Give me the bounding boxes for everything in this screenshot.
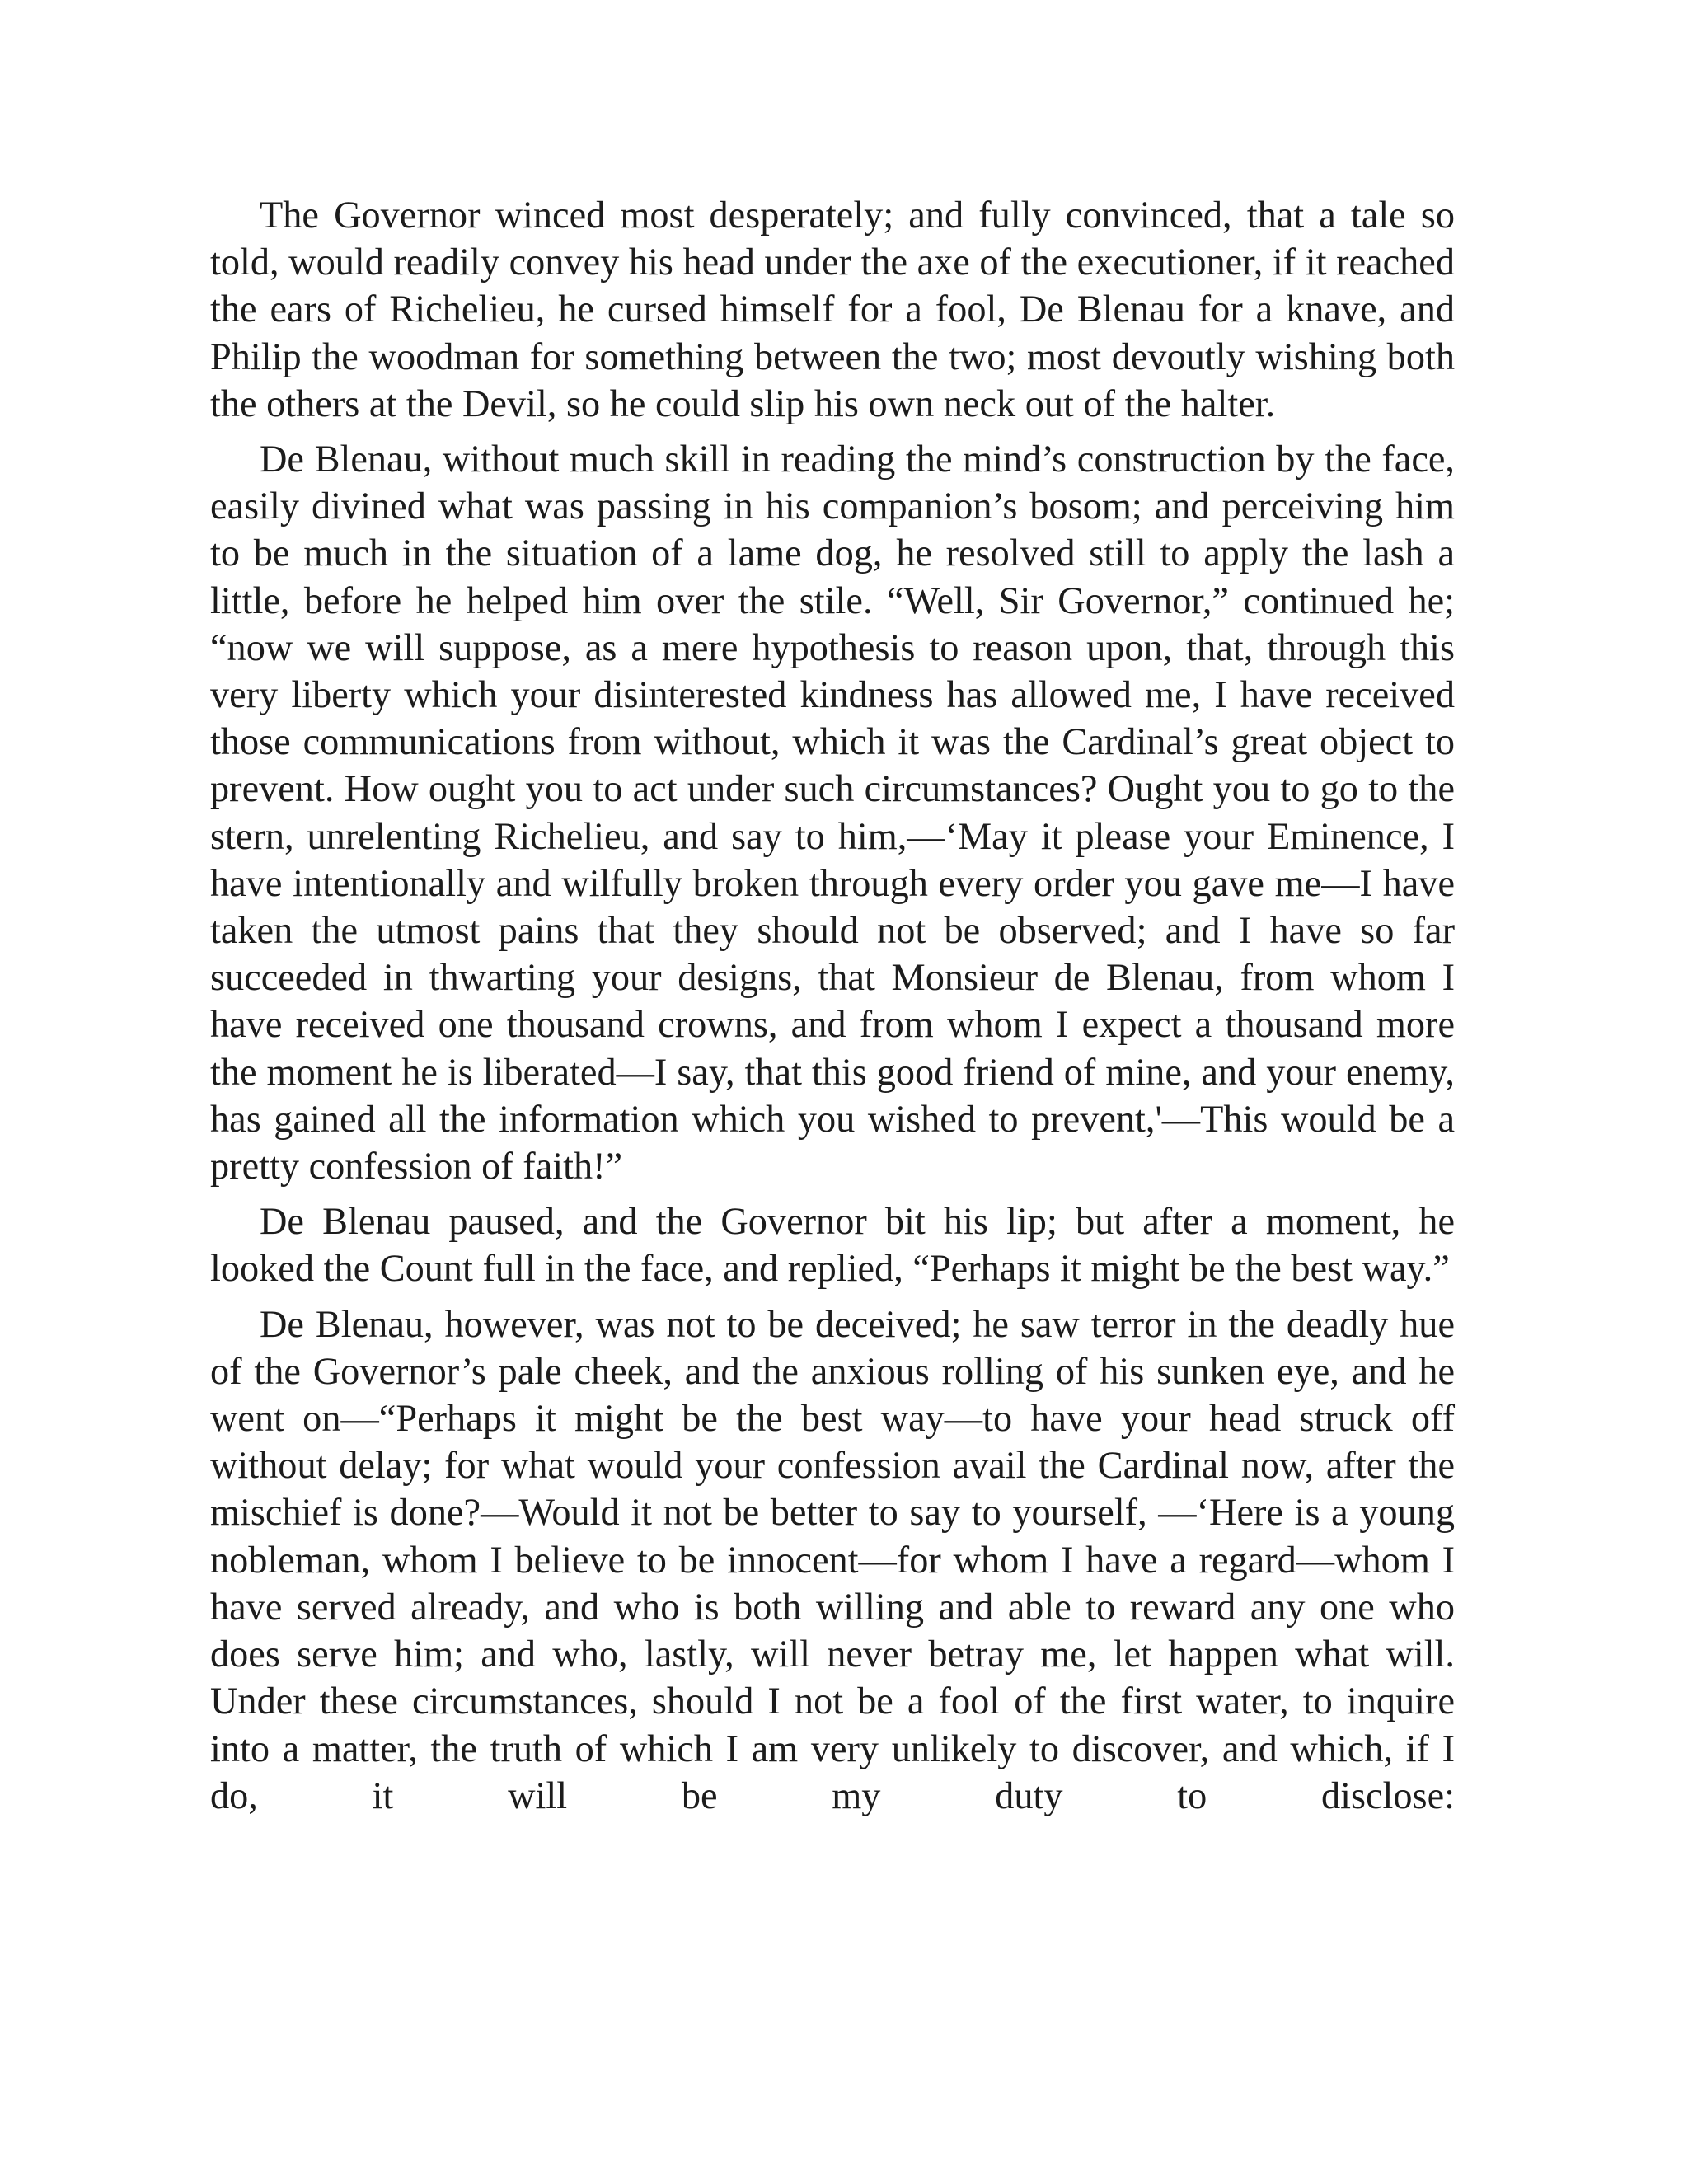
book-page-text [210, 192, 1455, 1828]
paragraph-3: De Blenau paused, and the Governor bit his lip; but after a moment, he looked the Count full in the face, and replied, “Perhaps it might be the best way.” [210, 1201, 1455, 1291]
paragraph-1: The Governor winced most desperately; and fully convinced, that a tale so told, would readily convey his head under the axe of the executioner, if it reached the ears of Richelieu, he cursed himself for a fool, De Blenau for a knave, and Philip the woodman for something between the two; most devoutly wishing both the others at the Devil, so he could slip his own neck out of the halter. [210, 194, 1455, 425]
paragraph-4: De Blenau, however, was not to be deceived; he saw terror in the deadly hue of the Governor’s pale cheek, and the anxious rolling of his sunken eye, and he went on—“Perhaps it might be the best way—to have your head struck off without delay; for what would your confession avail the Cardinal now, after the mischief is done?—Would it not be better to say to yourself, —‘Here is a young nobleman, whom I believe to be innocent—for whom I have a regard—whom I have served already, and who is both willing and able to reward any one who does serve him; and who, lastly, will never betray me, let happen what will. Under these circumstances, should I not be a fool of the first water, to inquire into a matter, the truth of which I am very unlikely to discover, and which, if I do, it will be my duty to disclose: [210, 1303, 1455, 1817]
paragraph-2: De Blenau, without much skill in reading the mind’s construction by the face, easily divined what was passing in his companion’s bosom; and perceiving him to be much in the situation of a lame dog, he resolved still to apply the lash a little, before he helped him over the stile. “Well, Sir Governor,” continued he; “now we will suppose, as a mere hypothesis to reason upon, that, through this very liberty which your disinterested kindness has allowed me, I have received those communications from without, which it was the Cardinal’s great object to prevent. How ought you to act under such circumstances? Ought you to go to the stern, unrelenting Richelieu, and say to him,—‘May it please your Eminence, I have intentionally and wilfully broken through every order you gave me—I have taken the utmost pains that they should not be observed; and I have so far succeeded in thwarting your designs, that Monsieur de Blenau, from whom I have received one thousand crowns, and from whom I expect a thousand more the moment he is liberated—I say, that this good friend of mine, and your enemy, has gained all the information which you wished to prevent,'—This would be a pretty confession of faith!” [210, 438, 1455, 1188]
